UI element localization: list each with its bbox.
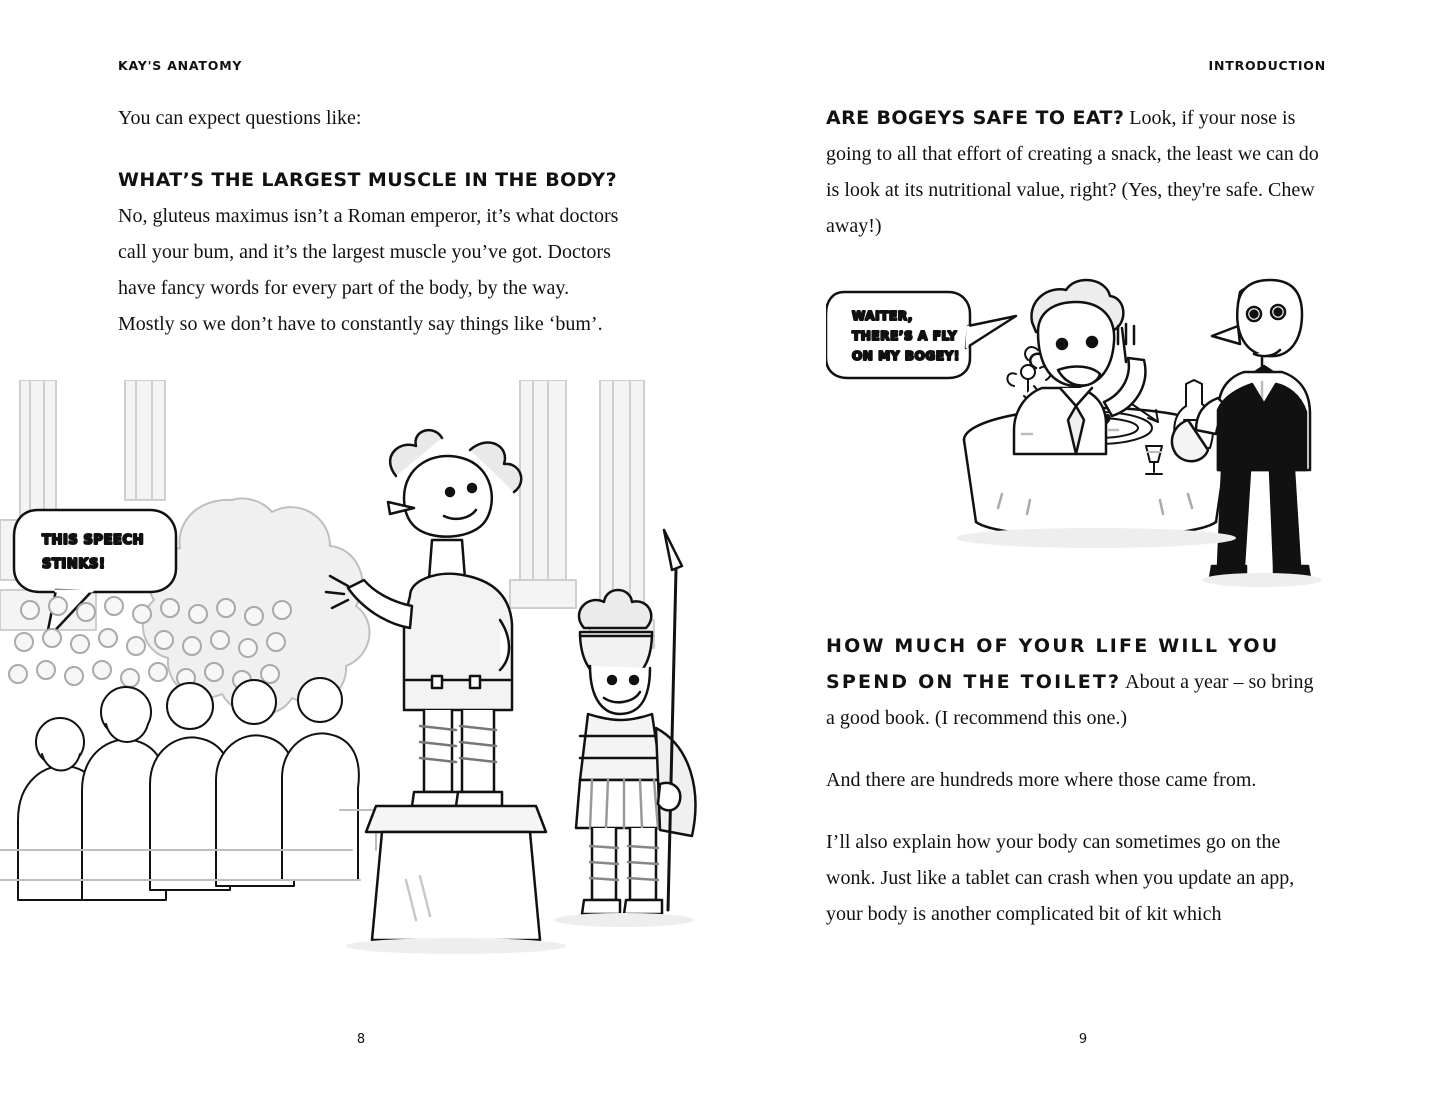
bubble-line-2: THERE’S A FLY	[852, 329, 958, 343]
illustration-restaurant	[826, 270, 1326, 600]
question-answer: No, gluteus maximus isn’t a Roman emperor, it’s what doctors call your bum, and it’s the largest muscle you’ve got. Doctors have fancy words for every part of the body, by the way. Mostly so we don’t have to constantly say things like ‘bum’.	[118, 205, 619, 335]
bubble-line-1: WAITER,	[852, 309, 914, 323]
question-block-largest-muscle	[118, 162, 622, 342]
question-answer-toilet: About a year – so bring a good book. (I recommend this one.)	[826, 671, 1314, 729]
bubble-line-3: ON MY BOGEY!	[852, 349, 960, 363]
illustration-roman-speech	[0, 380, 722, 980]
running-head-right: INTRODUCTION	[1208, 58, 1326, 73]
paragraph-body-wonk: I’ll also explain how your body can sometimes go on the wonk. Just like a tablet can crash when you update an app, your body is another complicated bit of kit which	[826, 831, 1295, 925]
question-answer-bogeys: Look, if your nose is going to all that effort of creating a snack, the least we can do is look at its nutritional value, right? (Yes, they're safe. Chew away!)	[826, 107, 1319, 237]
question-heading-toilet: HOW MUCH OF YOUR LIFE WILL YOU SPEND ON THE TOILET?	[826, 635, 1280, 693]
intro-line: You can expect questions like:	[118, 107, 362, 129]
question-heading-bogeys: ARE BOGEYS SAFE TO EAT?	[826, 107, 1125, 129]
page-number-right: 9	[1078, 1032, 1088, 1047]
paragraph-hundreds-more: And there are hundreds more where those came from.	[826, 769, 1257, 791]
right-page-body-top	[826, 100, 1326, 244]
question-block-bogeys	[826, 100, 1326, 244]
speech-bubble-line-1: THIS SPEECH	[42, 533, 145, 548]
question-block-toilet	[826, 628, 1326, 736]
right-page	[722, 0, 1444, 1105]
running-head-left: KAY'S ANATOMY	[118, 58, 243, 73]
speech-bubble-line-2: STINKS!	[42, 557, 106, 572]
roman-speech-svg	[0, 380, 722, 980]
restaurant-svg	[826, 270, 1346, 600]
question-heading: WHAT’S THE LARGEST MUSCLE IN THE BODY?	[118, 169, 618, 191]
right-page-body-bottom	[826, 628, 1326, 932]
page-number-left: 8	[356, 1032, 366, 1047]
left-page	[0, 0, 722, 1105]
left-page-body	[118, 100, 622, 342]
